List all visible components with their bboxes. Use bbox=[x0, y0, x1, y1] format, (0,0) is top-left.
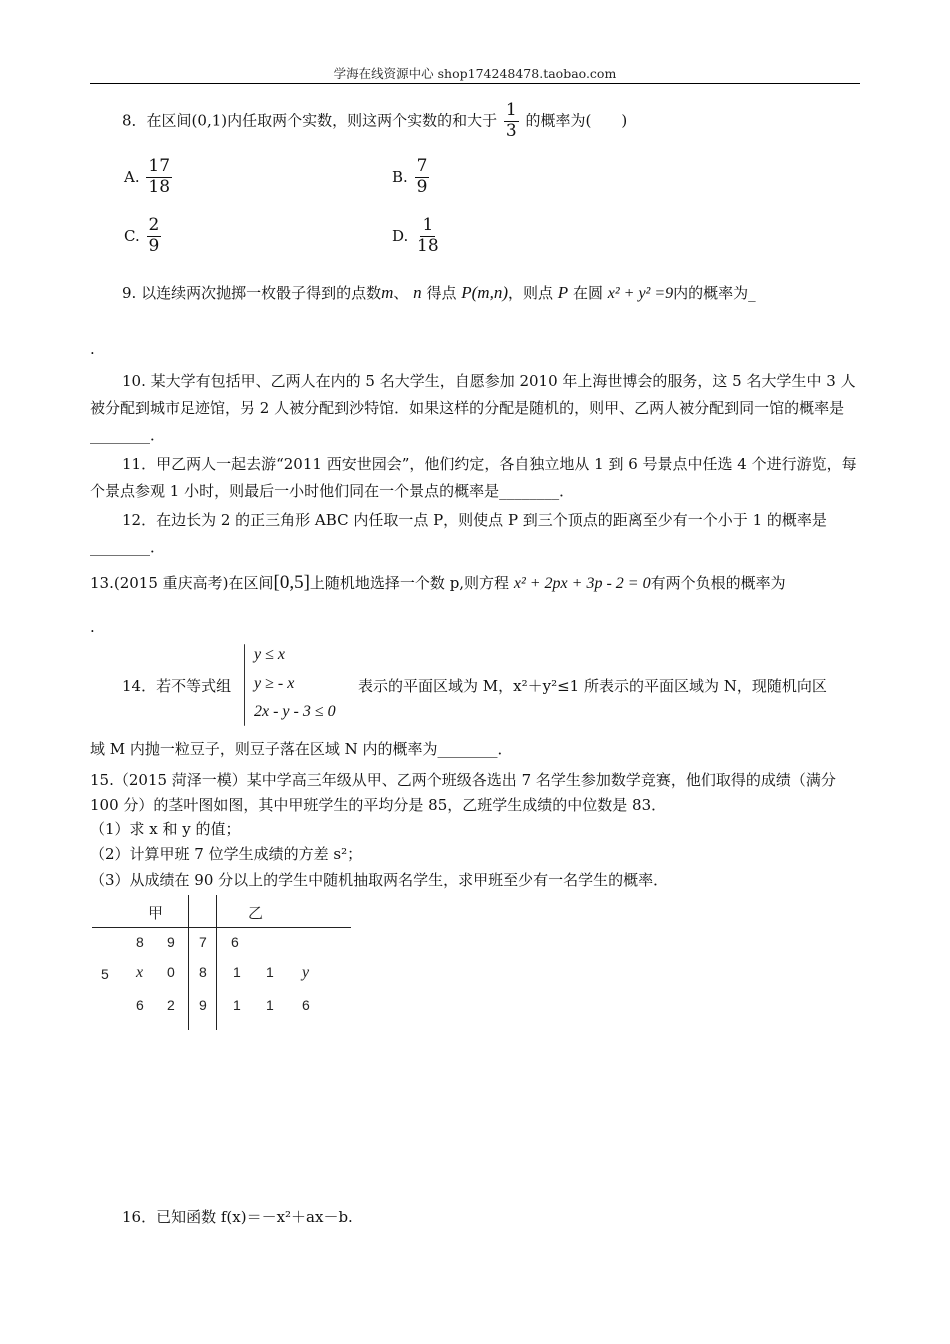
stem-line-right bbox=[216, 895, 217, 1030]
q8-fraction bbox=[504, 102, 519, 141]
q14-system-line-3: 2x - y - 3 ≤ 0 bbox=[254, 703, 336, 720]
leaf-left: 2 bbox=[167, 997, 175, 1013]
q8-option-d-frac: $\frac{1}{18}$ bbox=[417, 215, 439, 256]
q8-option-b-frac: $\frac{7}{9}$ bbox=[416, 156, 428, 197]
q15-sub-1: （1）求 x 和 y 的值； bbox=[90, 820, 241, 838]
q14-body: 表示的平面区域为 M，x²＋y²≤1 所表示的平面区域为 N，现随机向区 bbox=[358, 677, 827, 695]
q8-prefix: 8．在区间(0,1)内任取两个实数，则这两个实数的和大于 bbox=[122, 111, 498, 130]
q9-m: m bbox=[381, 283, 394, 302]
stem-leaf-header-rule bbox=[92, 927, 351, 928]
leaf-left: 8 bbox=[136, 934, 144, 950]
q13-interval: [0,5] bbox=[273, 572, 310, 593]
header-divider bbox=[90, 83, 860, 84]
q14-system-line-1: y ≤ x bbox=[254, 646, 285, 663]
leaf-left: 6 bbox=[136, 997, 144, 1013]
q15-sub-3: （3）从成绩在 90 分以上的学生中随机抽取两名学生，求甲班至少有一名学生的概率． bbox=[90, 871, 669, 889]
question-16: 16．已知函数 f(x)＝－x²＋ax－b. bbox=[122, 1208, 353, 1226]
q9-trailing-dot: . bbox=[90, 340, 95, 358]
q14-system-line-2: y ≥ - x bbox=[254, 675, 295, 692]
q13-trailing-dot: . bbox=[90, 618, 95, 636]
q15-sub-2: （2）计算甲班 7 位学生成绩的方差 s²； bbox=[90, 845, 363, 863]
q9-point: P(m,n) bbox=[461, 283, 508, 302]
q8-frac-num: 1 bbox=[505, 100, 517, 120]
q8-suffix: 的概率为( ) bbox=[525, 111, 628, 130]
leaf-right: 1 bbox=[233, 997, 241, 1013]
question-11: 11．甲乙两人一起去游“2011 西安世园会”，他们约定，各自独立地从 1 到 6 号景点中任选 4 个进行游览，每个景点参观 1 小时，则最后一小时他们同在一个景点的概率是________． bbox=[90, 455, 857, 500]
q13-equation: x² + 2px + 3p - 2 = 0 bbox=[513, 575, 651, 592]
question-8 bbox=[122, 102, 627, 141]
question-15-intro: 15.（2015 菏泽一模）某中学高三年级从甲、乙两个班级各选出 7 名学生参加数学竞赛，他们取得的成绩（满分 100 分）的茎叶图如图，其中甲班学生的平均分是 85，乙班学生成绩的中位数是 83． bbox=[90, 771, 836, 814]
q9-circle: x² + y² =9 bbox=[607, 285, 674, 302]
q14-prefix: 14．若不等式组 bbox=[122, 677, 232, 695]
leaf-left: 0 bbox=[167, 964, 175, 980]
stem-line-left bbox=[188, 895, 189, 1030]
q8-option-c: C. $\frac{2}{9}$ bbox=[124, 215, 160, 256]
q8-frac-den: 3 bbox=[505, 120, 517, 141]
stem: 7 bbox=[199, 934, 207, 950]
q8-option-d: D. $\frac{1}{18}$ bbox=[392, 215, 439, 256]
q14-system-brace bbox=[244, 644, 245, 726]
q8-option-a: A. $\frac{17}{18}$ bbox=[124, 156, 171, 197]
q9-P: P bbox=[557, 283, 569, 302]
leaf-right-variable: y bbox=[302, 964, 310, 981]
leaf-right: 1 bbox=[233, 964, 241, 980]
q14-continuation: 域 M 内抛一粒豆子，则豆子落在区域 N 内的概率为________． bbox=[90, 740, 513, 758]
question-10: 10. 某大学有包括甲、乙两人在内的 5 名大学生，自愿参加 2010 年上海世博会的服务，这 5 名大学生中 3 人被分配到城市足迹馆，另 2 人被分配到沙特馆．如果这样的分配是随机的，则甲、乙两人被分配到同一馆的概率是________． bbox=[90, 372, 856, 444]
question-12: 12．在边长为 2 的正三角形 ABC 内任取一点 P，则使点 P 到三个顶点的距离至少有一个小于 1 的概率是________． bbox=[90, 511, 827, 556]
leaf-right: 1 bbox=[266, 964, 274, 980]
question-13: 13.(2015 重庆高考)在区间[0,5]上随机地选择一个数 p,则方程 x² + 2px + 3p - 2 = 0有两个负根的概率为 bbox=[90, 572, 786, 593]
q9-n: n bbox=[413, 283, 422, 302]
leaf-left: 9 bbox=[167, 934, 175, 950]
stem: 9 bbox=[199, 997, 207, 1013]
leaf-left-variable: x bbox=[136, 964, 144, 981]
q8-option-a-frac: $\frac{17}{18}$ bbox=[148, 156, 171, 197]
q8-option-c-frac: $\frac{2}{9}$ bbox=[148, 215, 160, 256]
q8-option-b: B. $\frac{7}{9}$ bbox=[392, 156, 428, 197]
leaf-right: 1 bbox=[266, 997, 274, 1013]
leaf-right: 6 bbox=[231, 934, 239, 950]
stem-leaf-right-header: 乙 bbox=[248, 905, 264, 922]
leaf-right: 6 bbox=[302, 997, 310, 1013]
stem: 8 bbox=[199, 964, 207, 980]
leaf-left: 5 bbox=[101, 966, 109, 982]
stem-leaf-left-header: 甲 bbox=[148, 905, 164, 922]
page-header: 学海在线资源中心 shop174248478.taobao.com bbox=[333, 66, 617, 81]
question-9: 9. 以连续两次抛掷一枚骰子得到的点数m、 n 得点 P(m,n)，则点 P 在圆 x² + y² =9内的概率为_ bbox=[122, 283, 756, 302]
